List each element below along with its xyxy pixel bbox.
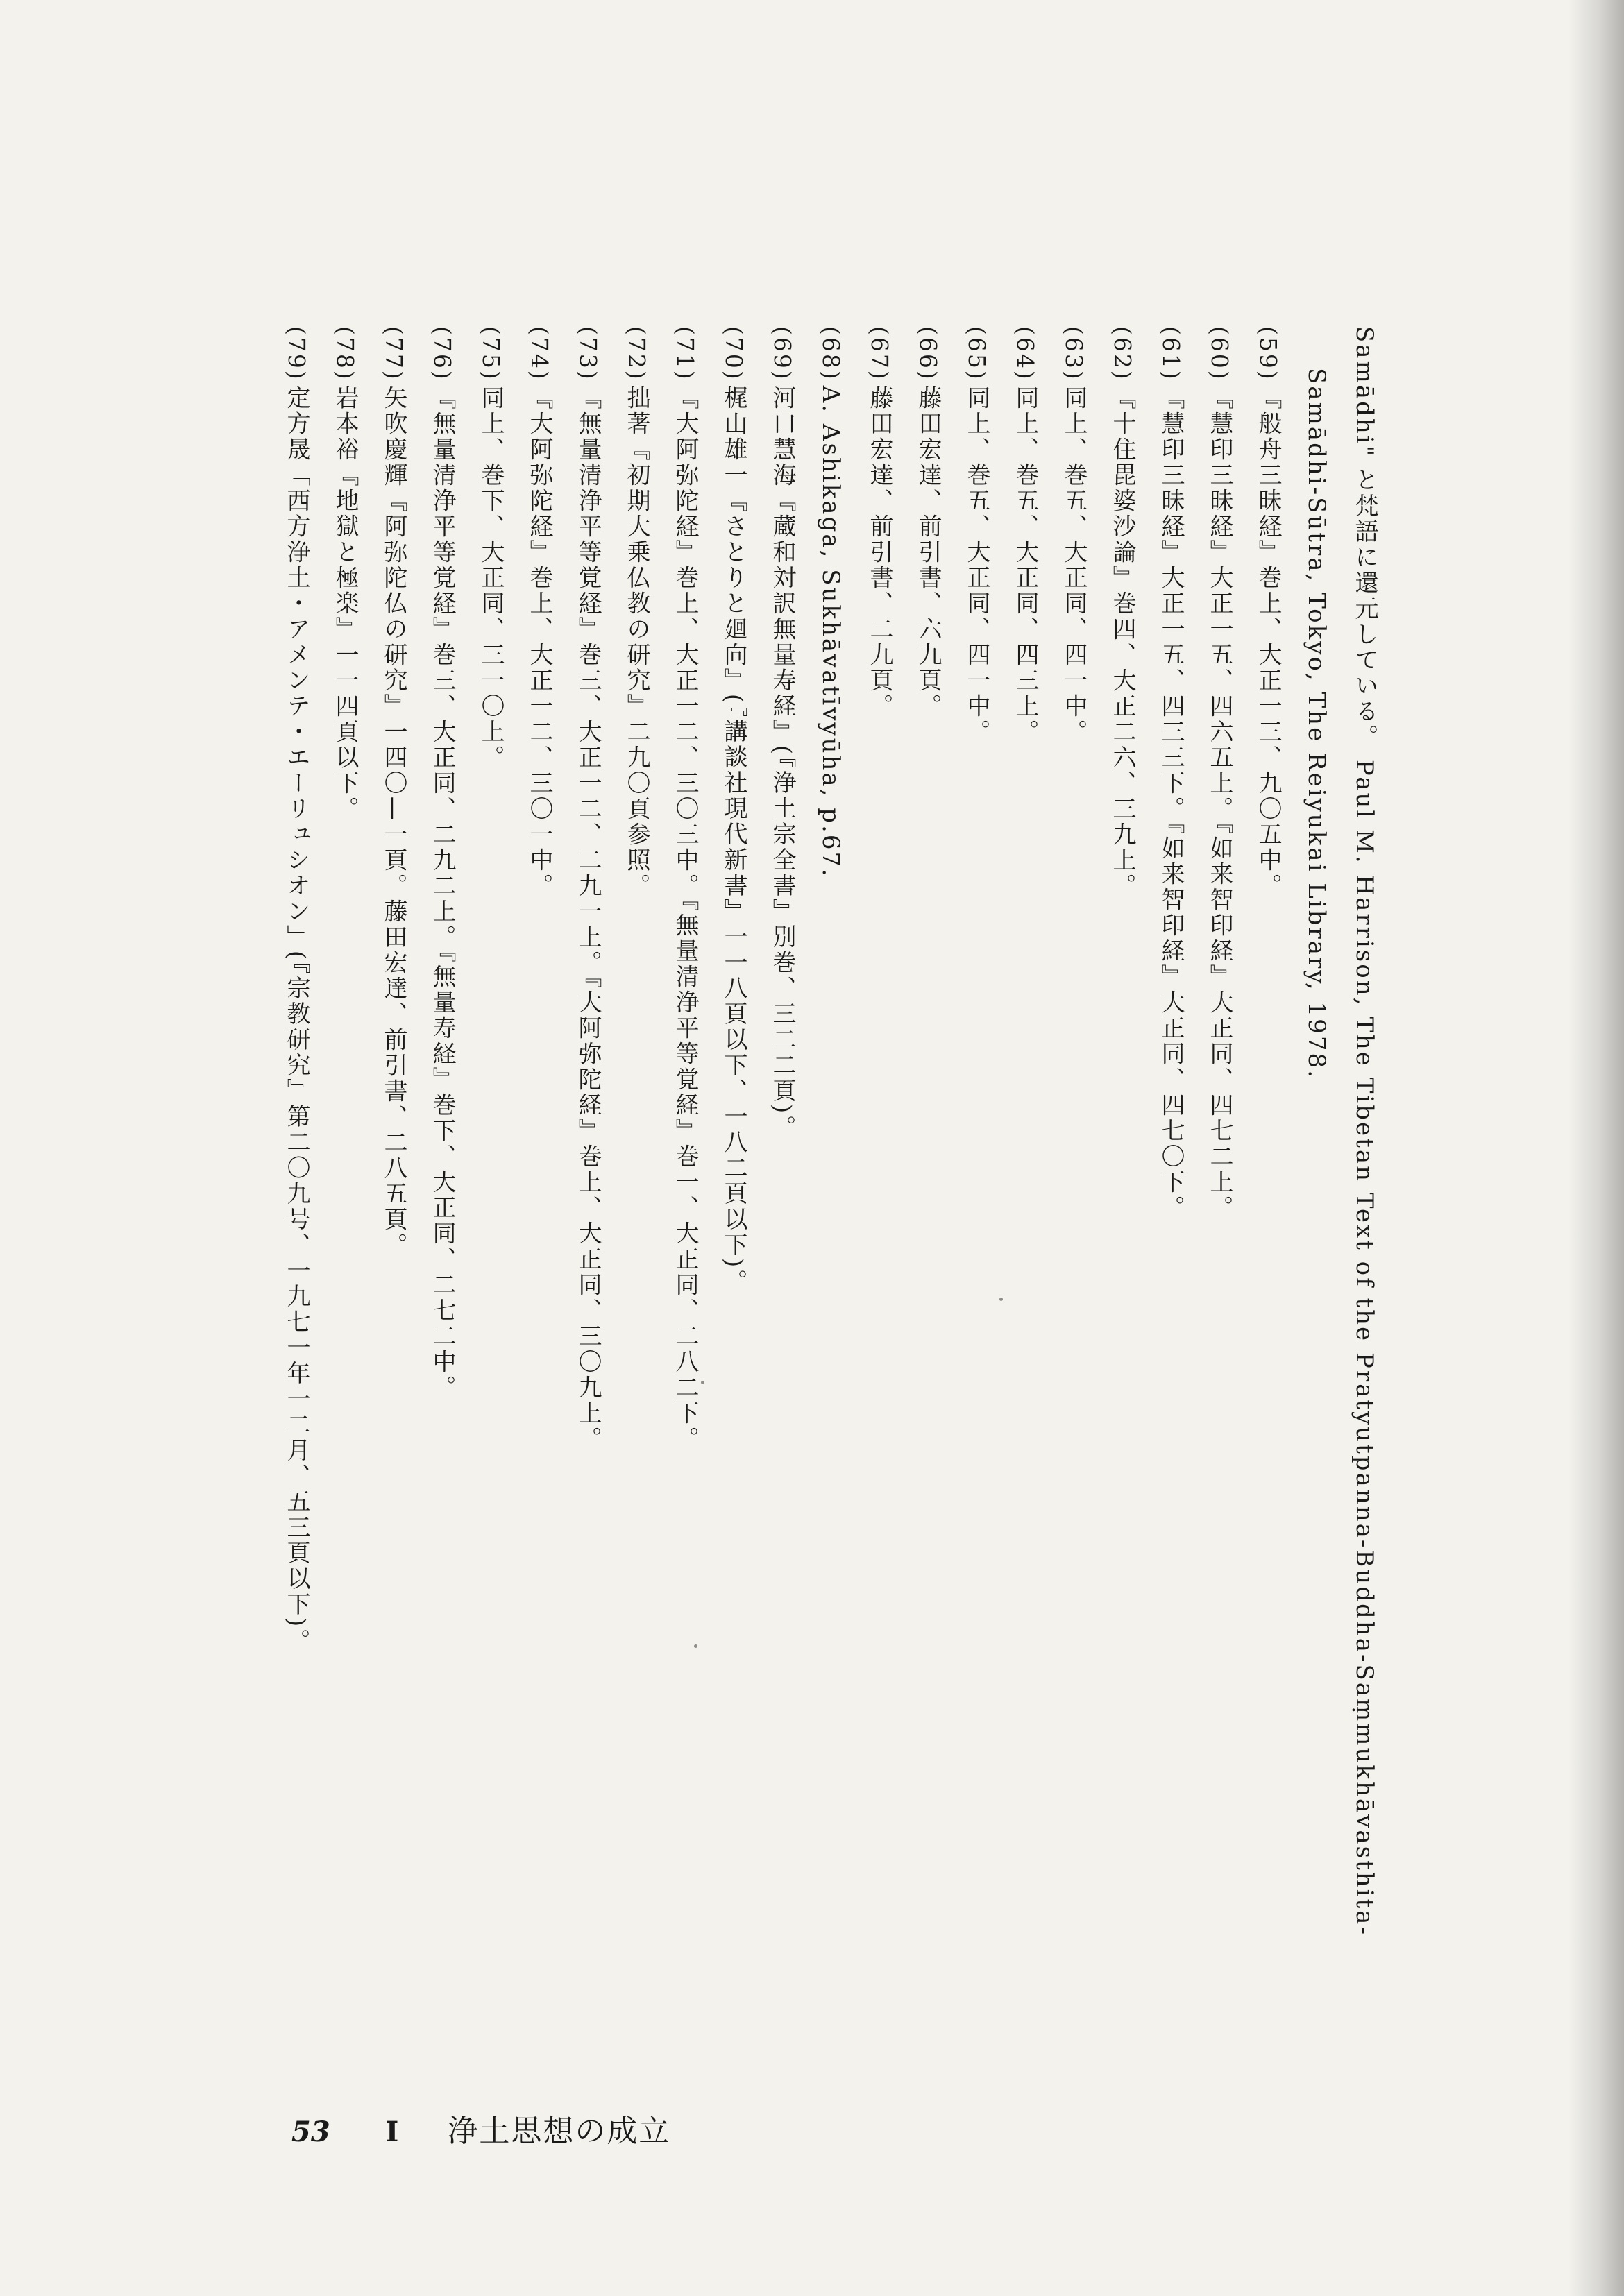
running-title: 浄土思想の成立	[447, 2114, 671, 2149]
endnotes-column	[272, 326, 1388, 2144]
endnote-63	[1049, 326, 1098, 2144]
endnote-78	[321, 326, 369, 2144]
endnote-number: (63)	[1060, 326, 1088, 382]
endnote-text: 藤田宏達、前引書、二九頁。	[865, 385, 893, 720]
endnote-number: (66)	[915, 326, 942, 382]
endnote-text: 『無量清浄平等覚経』巻三、大正同、二九二上。『無量寿経』巻下、大正同、二七二中。	[428, 385, 456, 1401]
endnote-text: 藤田宏達、前引書、六九頁。	[914, 385, 942, 720]
endnote-text: 同上、巻五、大正同、四三上。	[1011, 385, 1039, 745]
endnote-number: (74)	[526, 326, 553, 382]
endnote-73	[564, 326, 612, 2144]
endnote-number: (60)	[1206, 326, 1233, 382]
endnote-text: 梶山雄一『さとりと廻向』(『講談社現代新書』一一八頁以下、一八二頁以下)。	[720, 385, 747, 1295]
endnote-number: (67)	[866, 326, 893, 382]
endnote-number: (73)	[575, 326, 602, 382]
endnote-text: A. Ashikaga, Sukhāvatīvyūha, p.67.	[817, 385, 845, 878]
part-numeral: I	[385, 2116, 399, 2148]
endnote-60	[1195, 326, 1244, 2144]
endnote-number: (76)	[429, 326, 456, 382]
endnote-continuation	[1292, 326, 1340, 2144]
print-speck	[701, 1381, 704, 1384]
endnote-text: 『無量清浄平等覚経』巻三、大正一二、二九一上。『大阿弥陀経』巻上、大正同、三〇九上。	[574, 385, 602, 1452]
endnote-66	[904, 326, 952, 2144]
endnote-number: (59)	[1255, 326, 1282, 382]
endnote-number: (72)	[623, 326, 650, 382]
page-binding-shadow	[1568, 0, 1624, 2296]
endnote-text: 『般舟三昧経』巻上、大正一三、九〇五中。	[1254, 385, 1282, 899]
endnote-number: (71)	[672, 326, 699, 382]
endnote-number: (64)	[1012, 326, 1039, 382]
endnote-number: (69)	[769, 326, 796, 382]
endnote-text: 『慧印三昧経』大正一五、四三三下。『如来智印経』大正同、四七〇下。	[1157, 385, 1185, 1221]
endnote-71	[661, 326, 709, 2144]
page-footer	[291, 2106, 670, 2148]
endnote-number: (68)	[818, 326, 845, 382]
print-speck	[694, 1644, 697, 1648]
print-speck	[999, 1298, 1003, 1301]
endnote-text: 同上、巻五、大正同、四一中。	[963, 385, 990, 745]
endnote-text: 『大阿弥陀経』巻上、大正一二、三〇三中。『無量清浄平等覚経』巻一、大正同、二八二下。	[671, 385, 699, 1452]
endnote-68	[806, 326, 855, 2144]
endnote-69	[758, 326, 806, 2144]
endnote-65	[952, 326, 1001, 2144]
endnote-76	[418, 326, 466, 2144]
endnote-number: (77)	[380, 326, 407, 382]
endnote-74	[515, 326, 564, 2144]
endnote-text: 同上、巻五、大正同、四一中。	[1060, 385, 1088, 745]
endnote-text: Samādhi-Sūtra, Tokyo, The Reiyukai Library, 1978.	[1303, 368, 1330, 1080]
endnote-text: 『十住毘婆沙論』巻四、大正二六、三九上。	[1108, 385, 1136, 899]
page-number: 53	[291, 2116, 330, 2148]
endnote-72	[612, 326, 661, 2144]
endnote-continuation	[1340, 326, 1388, 2144]
endnote-64	[1001, 326, 1049, 2144]
endnote-text: 河口慧海『蔵和対訳無量寿経』(『浄土宗全書』別巻、三二二頁)。	[768, 385, 796, 1141]
endnote-text: 『大阿弥陀経』巻上、大正一二、三〇一中。	[525, 385, 553, 899]
endnote-77	[369, 326, 418, 2144]
endnote-61	[1147, 326, 1195, 2144]
endnote-number: (61)	[1158, 326, 1185, 382]
endnote-59	[1244, 326, 1292, 2144]
endnote-text: 矢吹慶輝『阿弥陀仏の研究』一四〇—一頁。藤田宏達、前引書、二八五頁。	[380, 385, 407, 1259]
endnote-number: (62)	[1109, 326, 1136, 382]
endnote-67	[855, 326, 904, 2144]
endnote-text: 同上、巻下、大正同、三一〇上。	[477, 385, 505, 771]
endnote-number: (75)	[477, 326, 505, 382]
endnote-text: 岩本裕『地獄と極楽』一一四頁以下。	[331, 385, 359, 822]
endnote-79	[272, 326, 321, 2144]
endnote-text: 拙著『初期大乗仏教の研究』二九〇頁参照。	[623, 385, 650, 899]
endnote-number: (78)	[332, 326, 359, 382]
endnote-75	[466, 326, 515, 2144]
endnote-70	[709, 326, 758, 2144]
endnote-number: (65)	[963, 326, 990, 382]
endnote-number: (79)	[283, 326, 310, 382]
endnote-number: (70)	[720, 326, 747, 382]
endnote-62	[1098, 326, 1147, 2144]
endnote-text: 定方晟「西方浄土・アメンテ・エーリュシオン」(『宗教研究』第二〇九号、一九七一年一二月、五三頁以下)。	[282, 385, 310, 1655]
endnote-text: Samādhi" と梵語に還元している。 Paul M. Harrison, The Tibetan Text of the Pratyutpanna-Buddha-Saṃmukhāvasthita-	[1351, 326, 1378, 1937]
endnote-text: 『慧印三昧経』大正一五、四六五上。『如来智印経』大正同、四七二上。	[1206, 385, 1233, 1221]
